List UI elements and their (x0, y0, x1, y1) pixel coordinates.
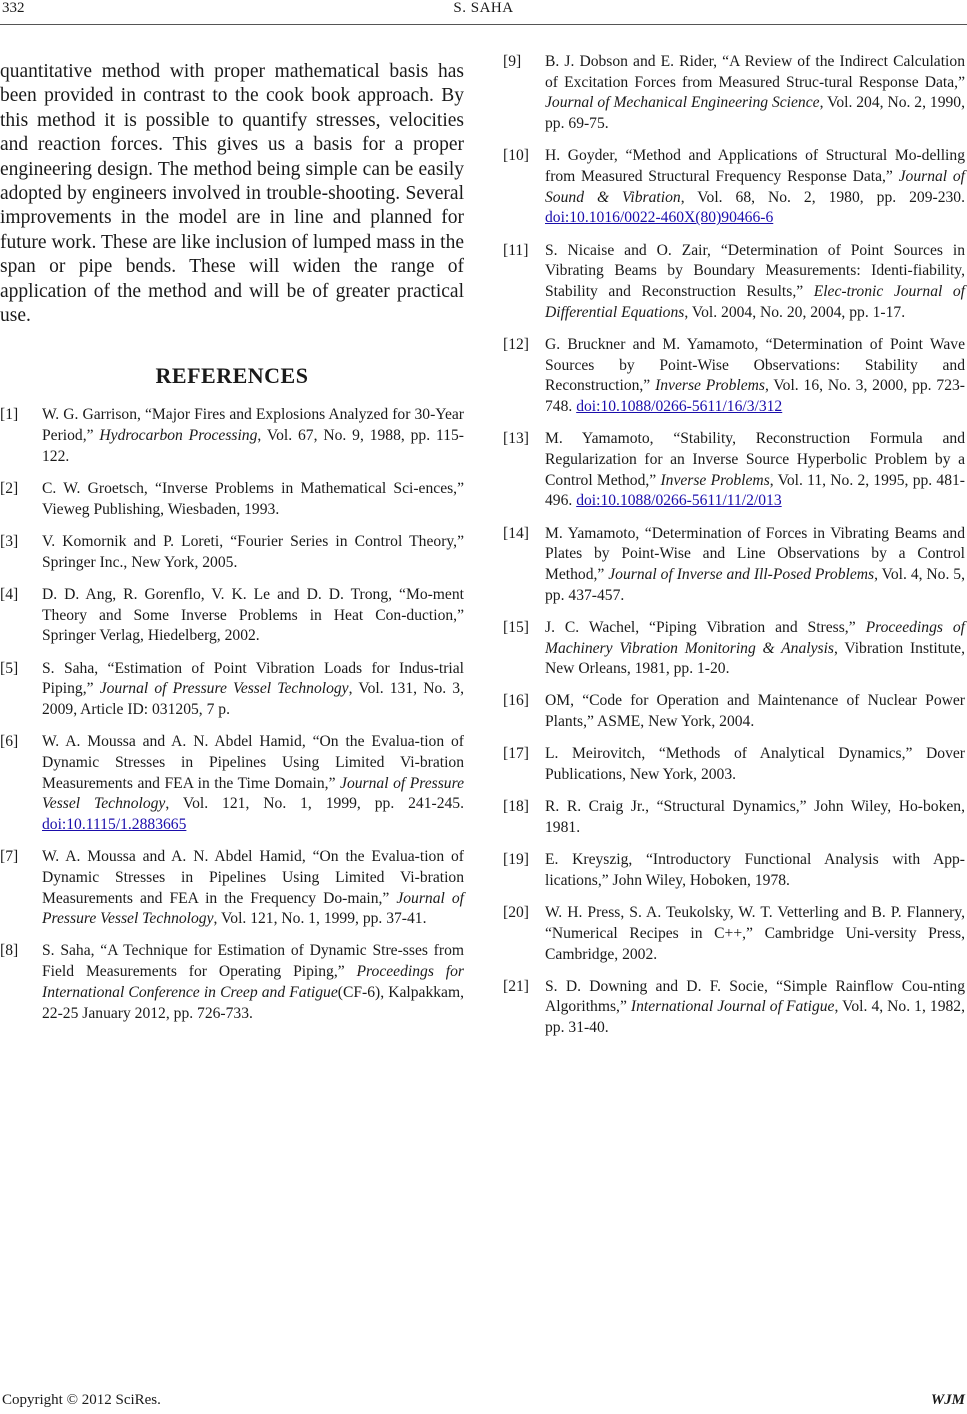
reference-text: S. Saha, “A Technique for Estimation of Dynamic Stre-sses from Field Measurements for Operating Piping,” (42, 942, 464, 981)
reference-source-title: Journal of Pressure Vessel Technology (42, 889, 464, 928)
reference-item (0, 847, 464, 930)
reference-details: , Vol. 2004, No. 20, 2004, pp. 1-17. (684, 303, 906, 321)
reference-details: (CF-6), Kalpakkam, 22-25 January 2012, pp. 726-733. (42, 983, 464, 1022)
reference-details: , Vol. 131, No. 3, 2009, Article ID: 031205, 7 p. (42, 680, 464, 718)
reference-source-title: Journal of Inverse and Ill-Posed Problems (608, 565, 875, 583)
reference-number: [5] (0, 659, 19, 677)
reference-item (503, 977, 965, 1039)
reference-details: , Vol. 121, No. 1, 1999, pp. 37-41. (213, 910, 427, 928)
reference-number: [8] (0, 942, 19, 960)
reference-text: H. Goyder, “Method and Applications of Structural Mo-delling from Measured Structural Frequency Response Data,” (545, 147, 965, 186)
reference-item (0, 941, 464, 1024)
reference-item (503, 335, 965, 418)
doi-link[interactable]: doi:10.1088/0266-5611/16/3/312 (576, 398, 783, 416)
reference-item (503, 850, 965, 891)
reference-text: W. A. Moussa and A. N. Abdel Hamid, “On the Evalua-tion of Dynamic Stresses in Pipelines Using Limited Vi-bration Measurements and FEA in the Time Domain,” (42, 733, 464, 792)
reference-item (503, 618, 965, 680)
reference-number: [9] (503, 53, 522, 70)
reference-number: [14] (503, 524, 529, 542)
reference-number: [7] (0, 848, 19, 866)
reference-item (0, 585, 464, 647)
reference-number: [4] (0, 585, 19, 603)
reference-item (0, 479, 464, 520)
reference-item (503, 744, 965, 785)
reference-number: [12] (503, 335, 529, 353)
reference-details: , Vibration Institute, New Orleans, 1981, pp. 1-20. (545, 639, 965, 678)
reference-text: OM, “Code for Operation and Maintenance of Nuclear Power Plants,” ASME, New York, 2004. (545, 692, 965, 731)
reference-text: V. Komornik and P. Loreti, “Fourier Series in Control Theory,” Springer Inc., New York, 2005. (42, 532, 464, 571)
running-author-header: S. SAHA (453, 0, 514, 16)
doi-link[interactable]: doi:10.1088/0266-5611/11/2/013 (576, 492, 782, 510)
conclusion-paragraph: quantitative method with proper mathematical basis has been provided in contrast to the cook book approach. By this method it is possible to quantify stresses, velocities and reaction forces. This gives us a basis for a proper engineering design. The method being simple can be easily adopted by engineers involved in trouble-shooting. Several improvements in the model are in line and planned for future work. These are like inclusion of lumped mass in the span or pipe bends. These will widen the range of application of the method and will be of greater practical use. (0, 61, 464, 327)
reference-text: M. Yamamoto, “Stability, Reconstruction Formula and Regularization for an Inverse Source Hyperbolic Problem by a Control Method,” (545, 430, 965, 489)
reference-text: C. W. Groetsch, “Inverse Problems in Mathematical Sci-ences,” Vieweg Publishing, Wiesbaden, 1993. (42, 480, 464, 518)
reference-source-title: Inverse Problems (655, 377, 765, 395)
reference-number: [15] (503, 618, 529, 636)
reference-details: , Vol. 121, No. 1, 1999, pp. 241-245. (165, 795, 465, 813)
reference-list-right (503, 52, 965, 1039)
doi-link[interactable]: doi:10.1115/1.2883665 (42, 815, 187, 833)
reference-item (0, 532, 464, 573)
reference-text: B. J. Dobson and E. Rider, “A Review of the Indirect Calculation of Excitation Forces from Measured Struc-tural Response Data,” (545, 53, 965, 91)
reference-item (0, 405, 464, 467)
reference-number: [2] (0, 480, 19, 498)
header-rule (0, 24, 967, 25)
reference-text: S. Saha, “Estimation of Point Vibration Loads for Indus-trial Piping,” (42, 659, 464, 698)
reference-item (0, 732, 464, 836)
reference-item (503, 797, 965, 838)
copyright-footer: Copyright © 2012 SciRes. (2, 1392, 161, 1408)
reference-item (503, 903, 965, 965)
reference-source-title: Hydrocarbon Processing (99, 427, 258, 445)
reference-item (503, 52, 965, 135)
reference-text: W. H. Press, S. A. Teukolsky, W. T. Vetterling and B. P. Flannery, “Numerical Recipes in C++,” Cambridge Uni-versity Press, Cambridge, 2002. (545, 904, 965, 963)
reference-source-title: Journal of Sound & Vibration (545, 168, 965, 206)
reference-details: , Vol. 4, No. 1, 1982, pp. 31-40. (545, 998, 965, 1037)
reference-item (503, 146, 965, 229)
reference-list-left (0, 405, 464, 1024)
reference-source-title: Inverse Problems (660, 471, 770, 489)
reference-source-title: Elec-tronic Journal of Differential Equations (545, 283, 965, 321)
reference-number: [16] (503, 692, 529, 710)
reference-text: S. D. Downing and D. F. Socie, “Simple Rainflow Cou-nting Algorithms,” (545, 977, 965, 1016)
reference-text: R. R. Craig Jr., “Structural Dynamics,” John Wiley, Ho-boken, 1981. (545, 798, 965, 836)
reference-number: [20] (503, 904, 529, 922)
reference-number: [1] (0, 406, 19, 424)
reference-details: , Vol. 67, No. 9, 1988, pp. 115-122. (42, 427, 464, 465)
doi-link[interactable]: doi:10.1016/0022-460X(80)90466-6 (545, 209, 774, 227)
reference-text: D. D. Ang, R. Gorenflo, V. K. Le and D. D. Trong, “Mo-ment Theory and Some Inverse Problems in Heat Con-duction,” Springer Verlag, Hiedelberg, 2002. (42, 585, 464, 645)
reference-details: , Vol. 4, No. 5, pp. 437-457. (545, 565, 965, 604)
reference-source-title: Journal of Pressure Vessel Technology (42, 774, 464, 813)
reference-number: [6] (0, 733, 19, 751)
reference-number: [21] (503, 977, 529, 995)
reference-number: [3] (0, 532, 19, 550)
reference-text: L. Meirovitch, “Methods of Analytical Dynamics,” Dover Publications, New York, 2003. (545, 745, 965, 784)
reference-item (0, 659, 464, 721)
reference-text: W. G. Garrison, “Major Fires and Explosions Analyzed for 30-Year Period,” (42, 406, 464, 445)
reference-item (503, 429, 965, 512)
left-column (0, 52, 464, 1036)
reference-item (503, 524, 965, 607)
page-number: 332 (2, 0, 25, 16)
reference-text: J. C. Wachel, “Piping Vibration and Stress,” (545, 618, 866, 636)
reference-number: [18] (503, 798, 529, 816)
reference-text: M. Yamamoto, “Determination of Forces in Vibrating Beams and Plates by Point-Wise and Line Observations by a Control Method,” (545, 524, 965, 583)
reference-number: [11] (503, 241, 529, 259)
reference-number: [19] (503, 851, 529, 869)
reference-text: G. Bruckner and M. Yamamoto, “Determination of Point Wave Sources by Point-Wise Observations: Stability and Reconstruction,” (545, 335, 965, 395)
reference-details: , Vol. 11, No. 2, 1995, pp. 481-496. (545, 471, 965, 510)
reference-source-title: International Journal of Fatigue (630, 998, 835, 1016)
reference-number: [17] (503, 745, 529, 763)
reference-details: , Vol. 68, No. 2, 1980, pp. 209-230. (680, 188, 965, 206)
reference-item (503, 241, 965, 324)
reference-number: [10] (503, 147, 529, 165)
right-column (503, 52, 965, 1050)
reference-details: , Vol. 16, No. 3, 2000, pp. 723-748. (545, 377, 965, 416)
reference-source-title: Journal of Mechanical Engineering Science (545, 94, 820, 112)
reference-source-title: Proceedings for International Conference in Creep and Fatigue (42, 963, 464, 1001)
journal-footer: WJM (930, 1392, 965, 1408)
reference-source-title: Journal of Pressure Vessel Technology (99, 680, 349, 698)
references-heading: REFERENCES (155, 363, 309, 389)
reference-source-title: Proceedings of Machinery Vibration Monitoring & Analysis (545, 618, 965, 657)
reference-item (503, 691, 965, 732)
reference-number: [13] (503, 430, 529, 448)
reference-text: S. Nicaise and O. Zair, “Determination of Point Sources in Vibrating Beams by Boundary Measurements: Identi-fiability, Stability and Reconstruction Results,” (545, 241, 965, 301)
reference-details: , Vol. 204, No. 2, 1990, pp. 69-75. (545, 94, 965, 133)
reference-text: E. Kreyszig, “Introductory Functional Analysis with App-lications,” John Wiley, Hoboken, 1978. (545, 851, 965, 889)
reference-text: W. A. Moussa and A. N. Abdel Hamid, “On the Evalua-tion of Dynamic Stresses in Pipelines Using Limited Vi-bration Measurements and FEA in the Frequency Do-main,” (42, 848, 464, 907)
